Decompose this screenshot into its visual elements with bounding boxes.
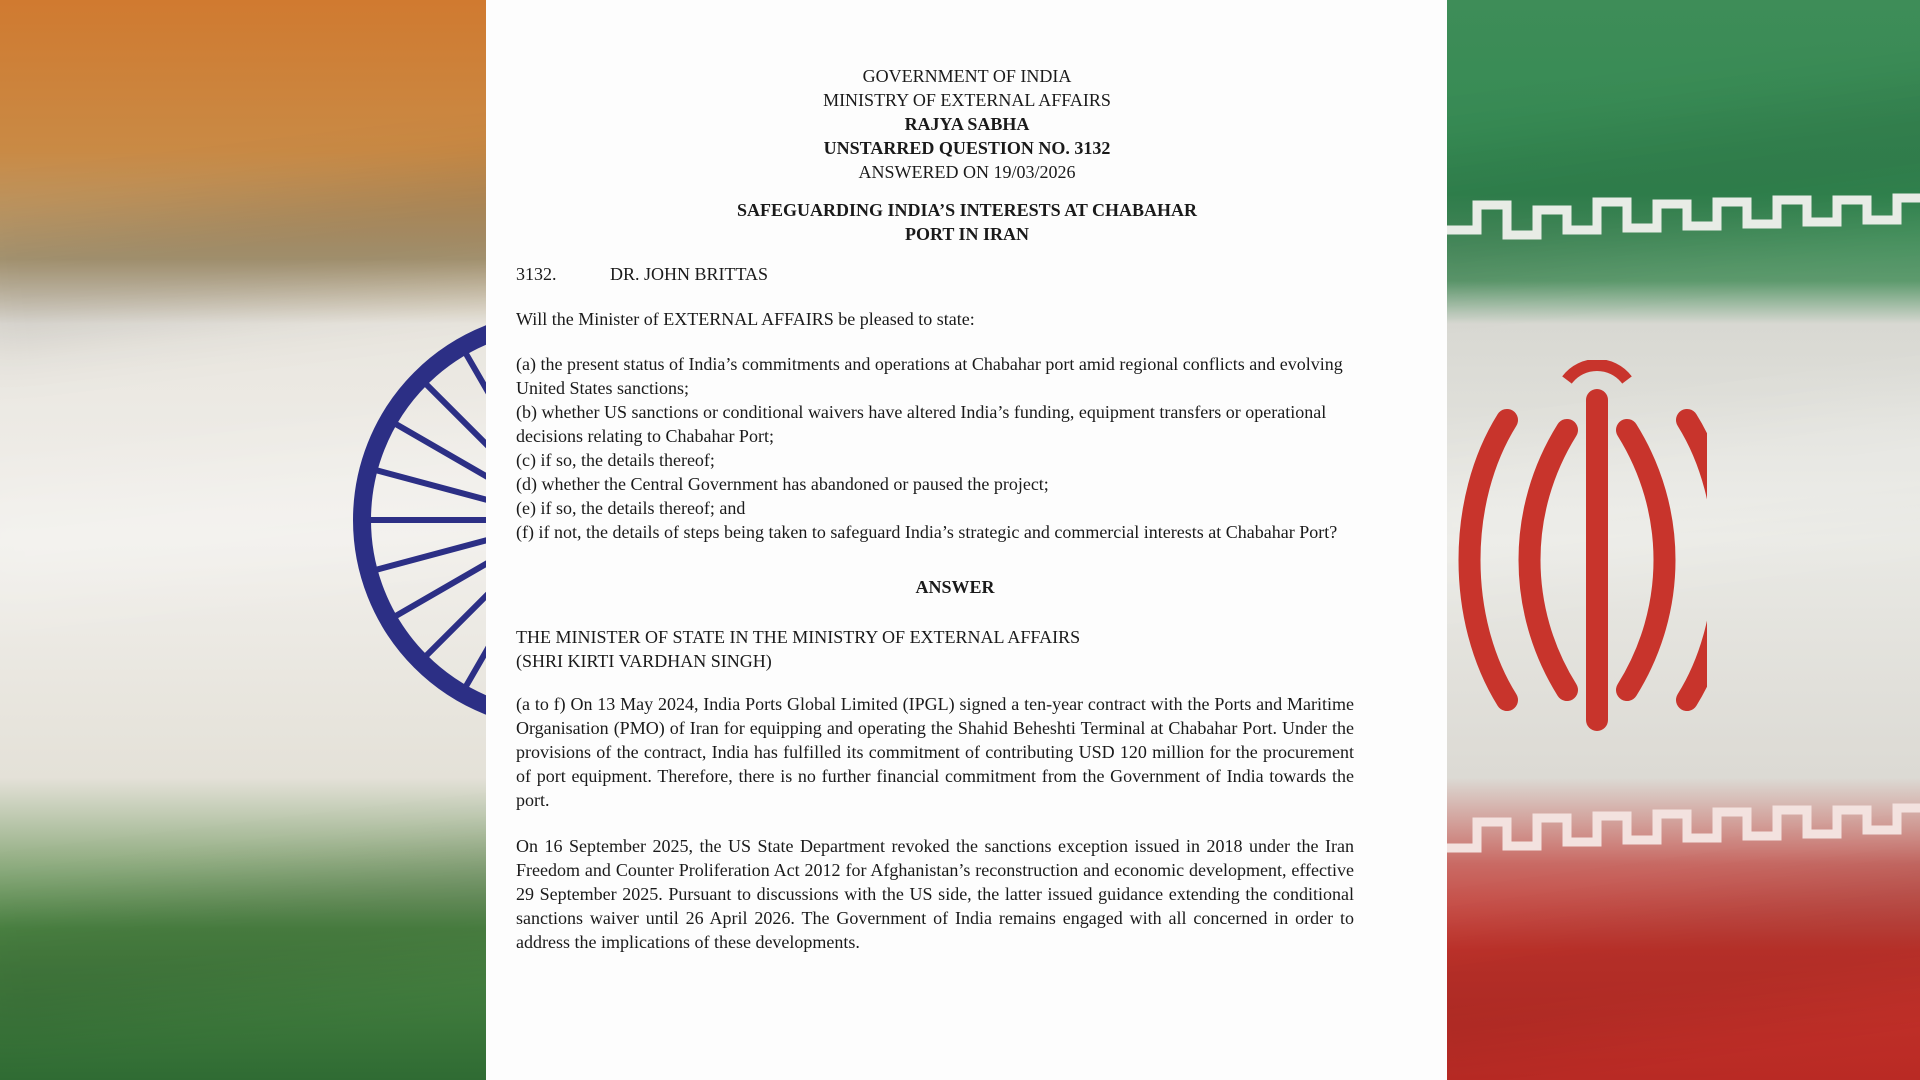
takbir-border-bottom bbox=[1447, 800, 1920, 860]
question-intro: Will the Minister of EXTERNAL AFFAIRS be pleased to state: bbox=[516, 309, 975, 329]
answer-paragraph-1: (a to f) On 13 May 2024, India Ports Global Limited (IPGL) signed a ten-year contract with the Ports and Maritime Organisation (PMO) of Iran for equipping and operating the Shahid Beheshti Terminal at Chabahar Port. Under the provisions of the contract, India has fulfilled its commitment of contributing USD 120 million for the procurement of port equipment. Therefore, there is no further financial commitment from the Government of India towards the port. bbox=[516, 694, 1354, 810]
question-item: (e) if so, the details thereof; and bbox=[516, 498, 746, 518]
takbir-border-top bbox=[1447, 190, 1920, 250]
questioner-name: DR. JOHN BRITTAS bbox=[610, 264, 769, 284]
question-item: (c) if so, the details thereof; bbox=[516, 450, 715, 470]
ashoka-chakra-icon bbox=[342, 300, 486, 740]
chakra-spoke bbox=[377, 527, 486, 570]
document-title bbox=[516, 198, 1354, 246]
question-number: 3132. bbox=[516, 264, 557, 284]
question-item: (b) whether US sanctions or conditional waivers have altered India’s funding, equipment transfers or operational decisions relating to Chabahar Port; bbox=[516, 402, 1327, 446]
minister-title: THE MINISTER OF STATE IN THE MINISTRY OF EXTERNAL AFFAIRS bbox=[516, 627, 1081, 647]
parliament-answer-document bbox=[486, 0, 1447, 1080]
answer-paragraph-2: On 16 September 2025, the US State Department revoked the sanctions exception issued in 2018 under the Iran Freedom and Counter Proliferation Act 2012 for Afghanistan’s reconstruction and economic development, effective 29 September 2025. Pursuant to discussions with the US side, the latter issued guidance extending the conditional sanctions waiver until 26 April 2026. The Government of India remains engaged with all concerned in order to address the implications of these developments. bbox=[516, 836, 1354, 952]
iran-flag-image bbox=[1447, 0, 1920, 1080]
flag-fold-shadow bbox=[1447, 77, 1920, 282]
india-flag-image bbox=[0, 0, 486, 1080]
question-item: (a) the present status of India’s commitments and operations at Chabahar port amid regional conflicts and evolving United States sanctions; bbox=[516, 354, 1343, 398]
iran-emblem-icon bbox=[1447, 360, 1707, 760]
answer-heading: ANSWER bbox=[915, 577, 995, 597]
minister-block bbox=[516, 625, 1354, 673]
header-government: GOVERNMENT OF INDIA bbox=[862, 66, 1072, 86]
flag-fold-shadow bbox=[0, 844, 486, 1026]
question-meta bbox=[516, 262, 1354, 286]
header-question-no: UNSTARRED QUESTION NO. 3132 bbox=[823, 138, 1111, 158]
title-line-2: PORT IN IRAN bbox=[904, 224, 1030, 244]
header-ministry: MINISTRY OF EXTERNAL AFFAIRS bbox=[823, 90, 1111, 110]
question-items bbox=[516, 352, 1354, 544]
document-header bbox=[516, 64, 1354, 184]
flag-fold-shadow bbox=[1447, 857, 1920, 1062]
header-answered-date: ANSWERED ON 19/03/2026 bbox=[858, 162, 1076, 182]
minister-name: (SHRI KIRTI VARDHAN SINGH) bbox=[516, 651, 772, 671]
header-house: RAJYA SABHA bbox=[904, 114, 1030, 134]
title-line-1: SAFEGUARDING INDIA’S INTERESTS AT CHABAHAR bbox=[736, 200, 1198, 220]
question-item: (d) whether the Central Government has abandoned or paused the project; bbox=[516, 474, 1049, 494]
question-item: (f) if not, the details of steps being taken to safeguard India’s strategic and commercial interests at Chabahar Port? bbox=[516, 522, 1338, 542]
chakra-spoke bbox=[377, 470, 486, 513]
